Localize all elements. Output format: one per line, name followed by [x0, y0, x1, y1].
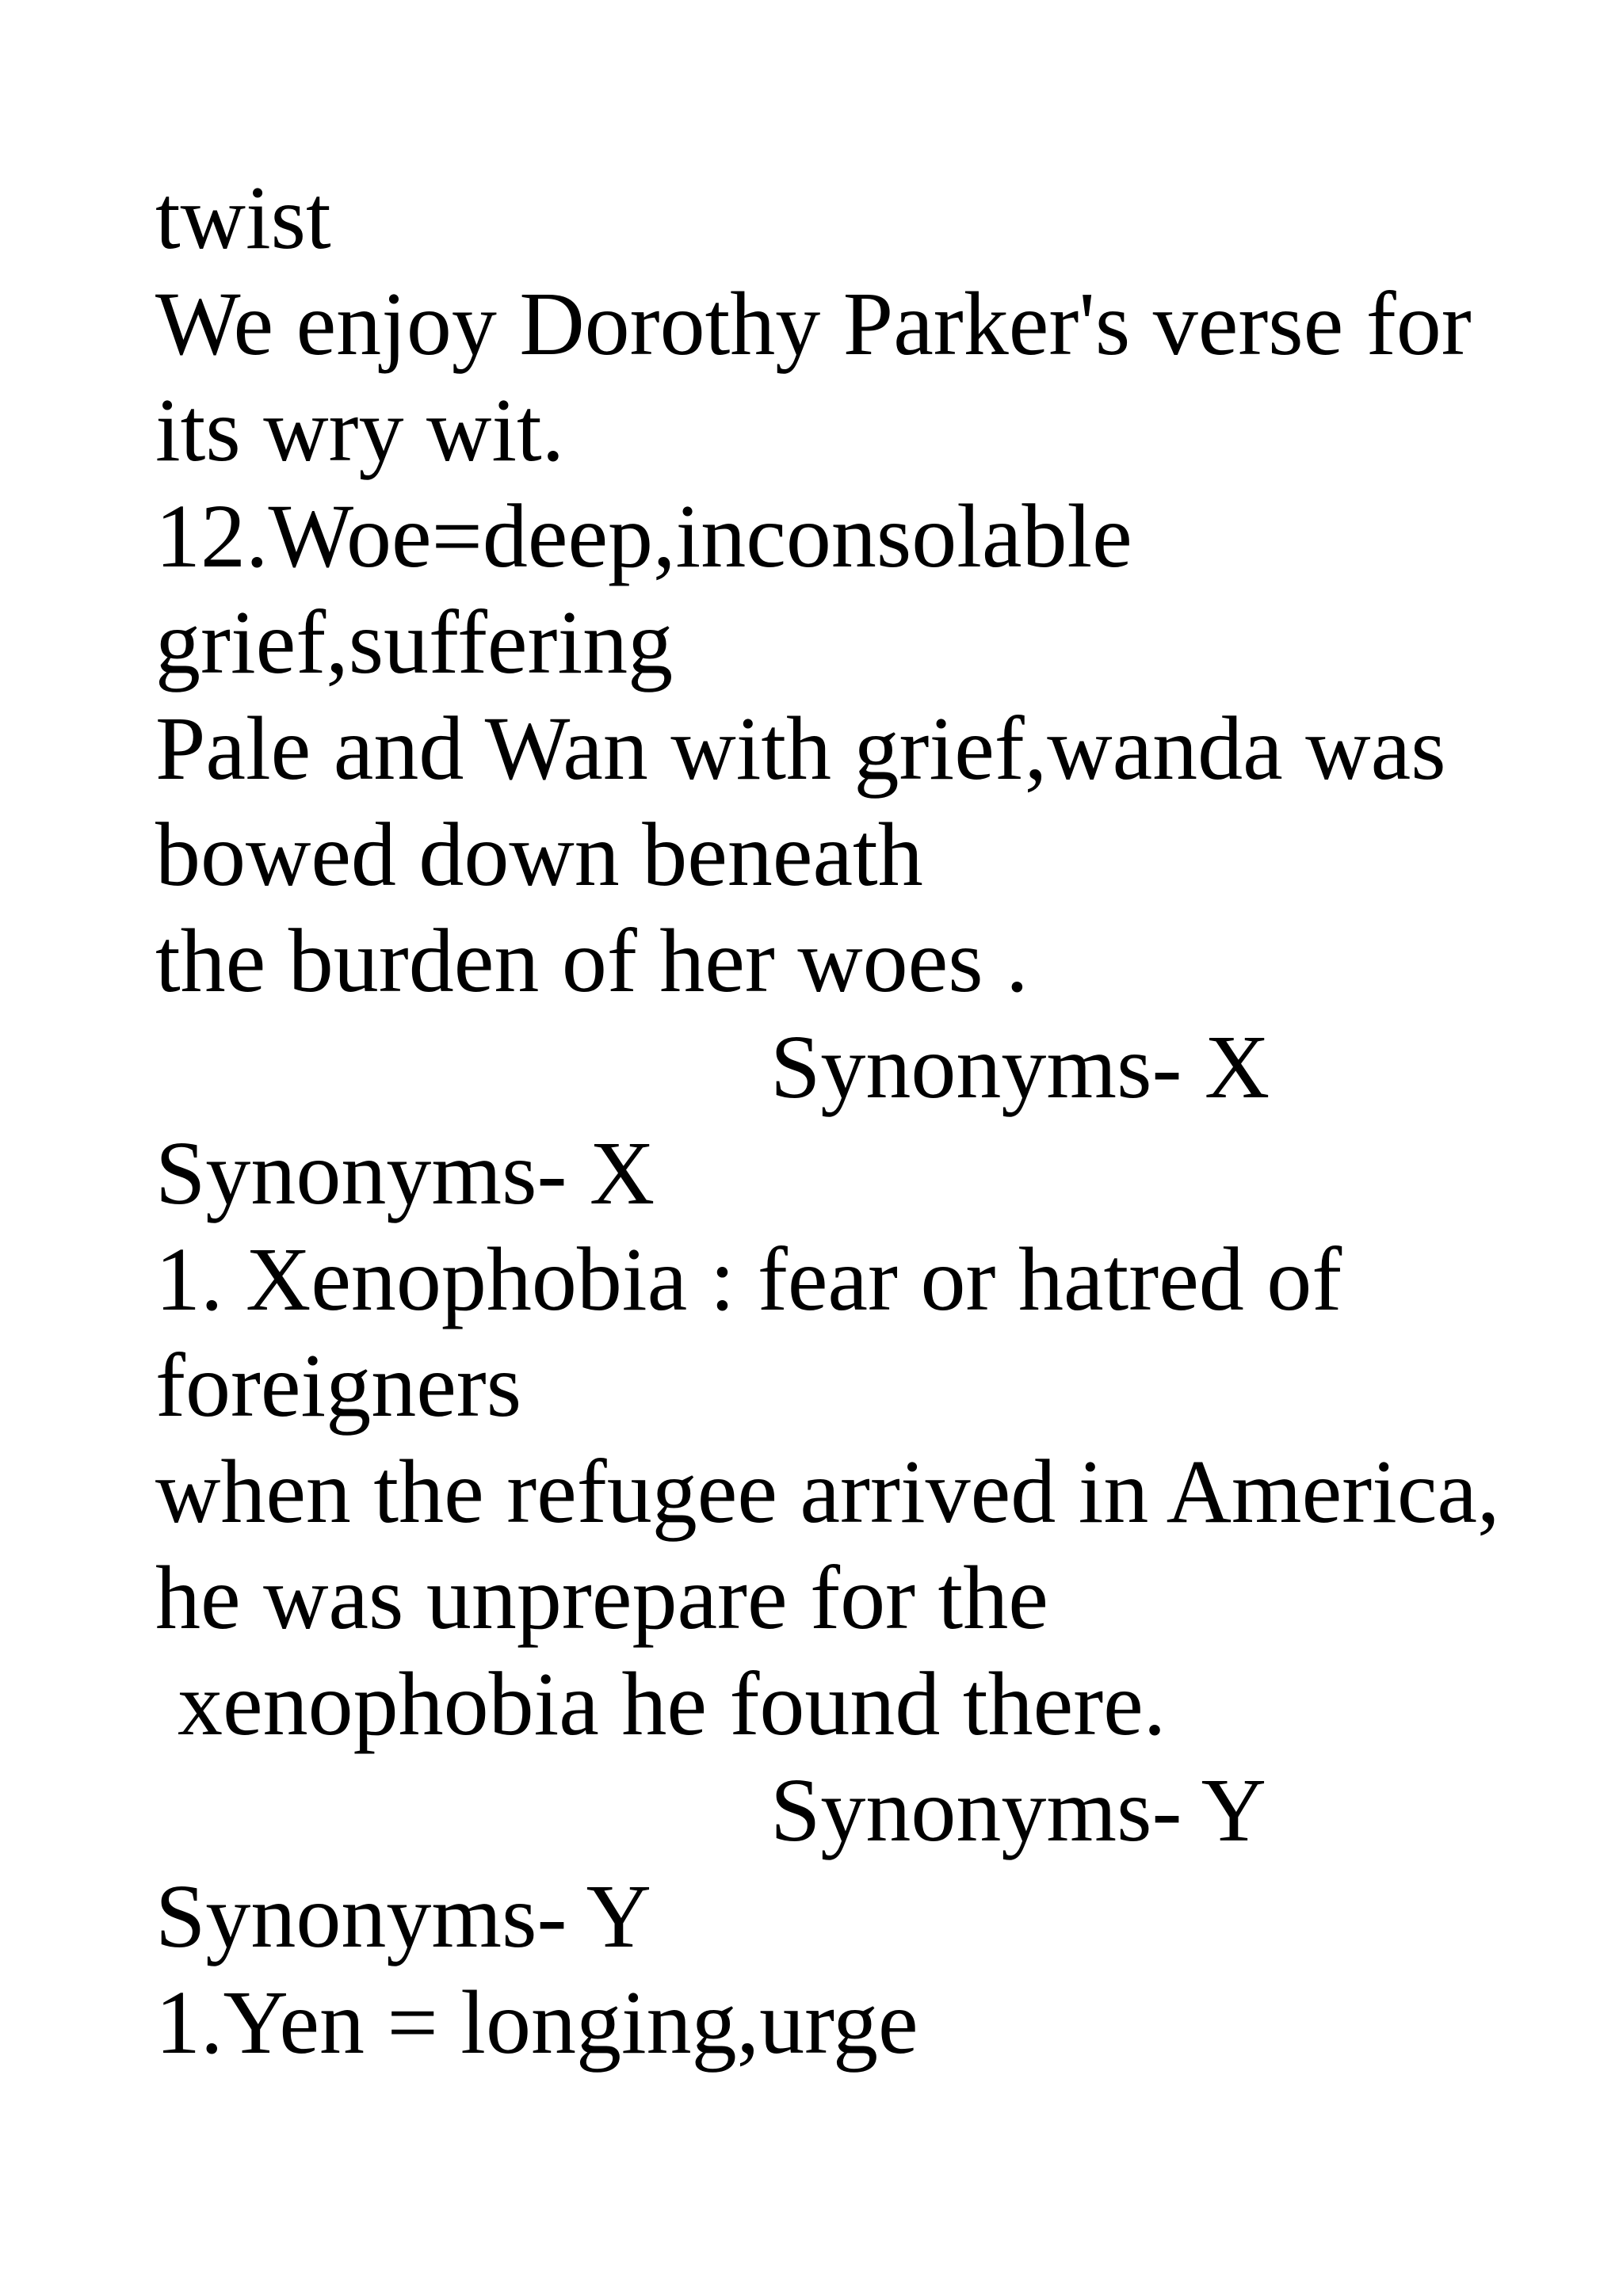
text-line-example-refugee-cont: he was unprepare for the	[155, 1547, 1048, 1648]
section-heading-x: Synonyms- X	[155, 1123, 655, 1223]
text-line-example-parker: We enjoy Dorothy Parker's verse for	[155, 273, 1472, 374]
section-heading-x-right: Synonyms- X	[770, 1016, 1270, 1117]
section-heading-y-right: Synonyms- Y	[770, 1760, 1266, 1860]
section-heading-y: Synonyms- Y	[155, 1866, 651, 1966]
text-line-example-wanda-end: the burden of her woes .	[155, 910, 1029, 1011]
text-line-example-refugee-end: xenophobia he found there.	[178, 1653, 1167, 1754]
text-line-entry-woe-cont: grief,suffering	[155, 592, 674, 692]
text-line-entry-woe: 12.Woe=deep,inconsolable	[155, 486, 1132, 586]
text-line-example-wanda-cont: bowed down beneath	[155, 804, 923, 905]
text-line-example-parker-cont: its wry wit.	[155, 379, 565, 480]
text-line-example-wanda: Pale and Wan with grief,wanda was	[155, 698, 1446, 799]
text-line-entry-xenophobia: 1. Xenophobia : fear or hatred of	[155, 1229, 1342, 1329]
text-line-example-refugee: when the refugee arrived in America,	[155, 1441, 1500, 1542]
text-line-entry-yen: 1.Yen = longing,urge	[155, 1972, 918, 2073]
text-line-entry-xenophobia-cont: foreigners	[155, 1335, 522, 1436]
text-line-twist: twist	[155, 167, 331, 268]
